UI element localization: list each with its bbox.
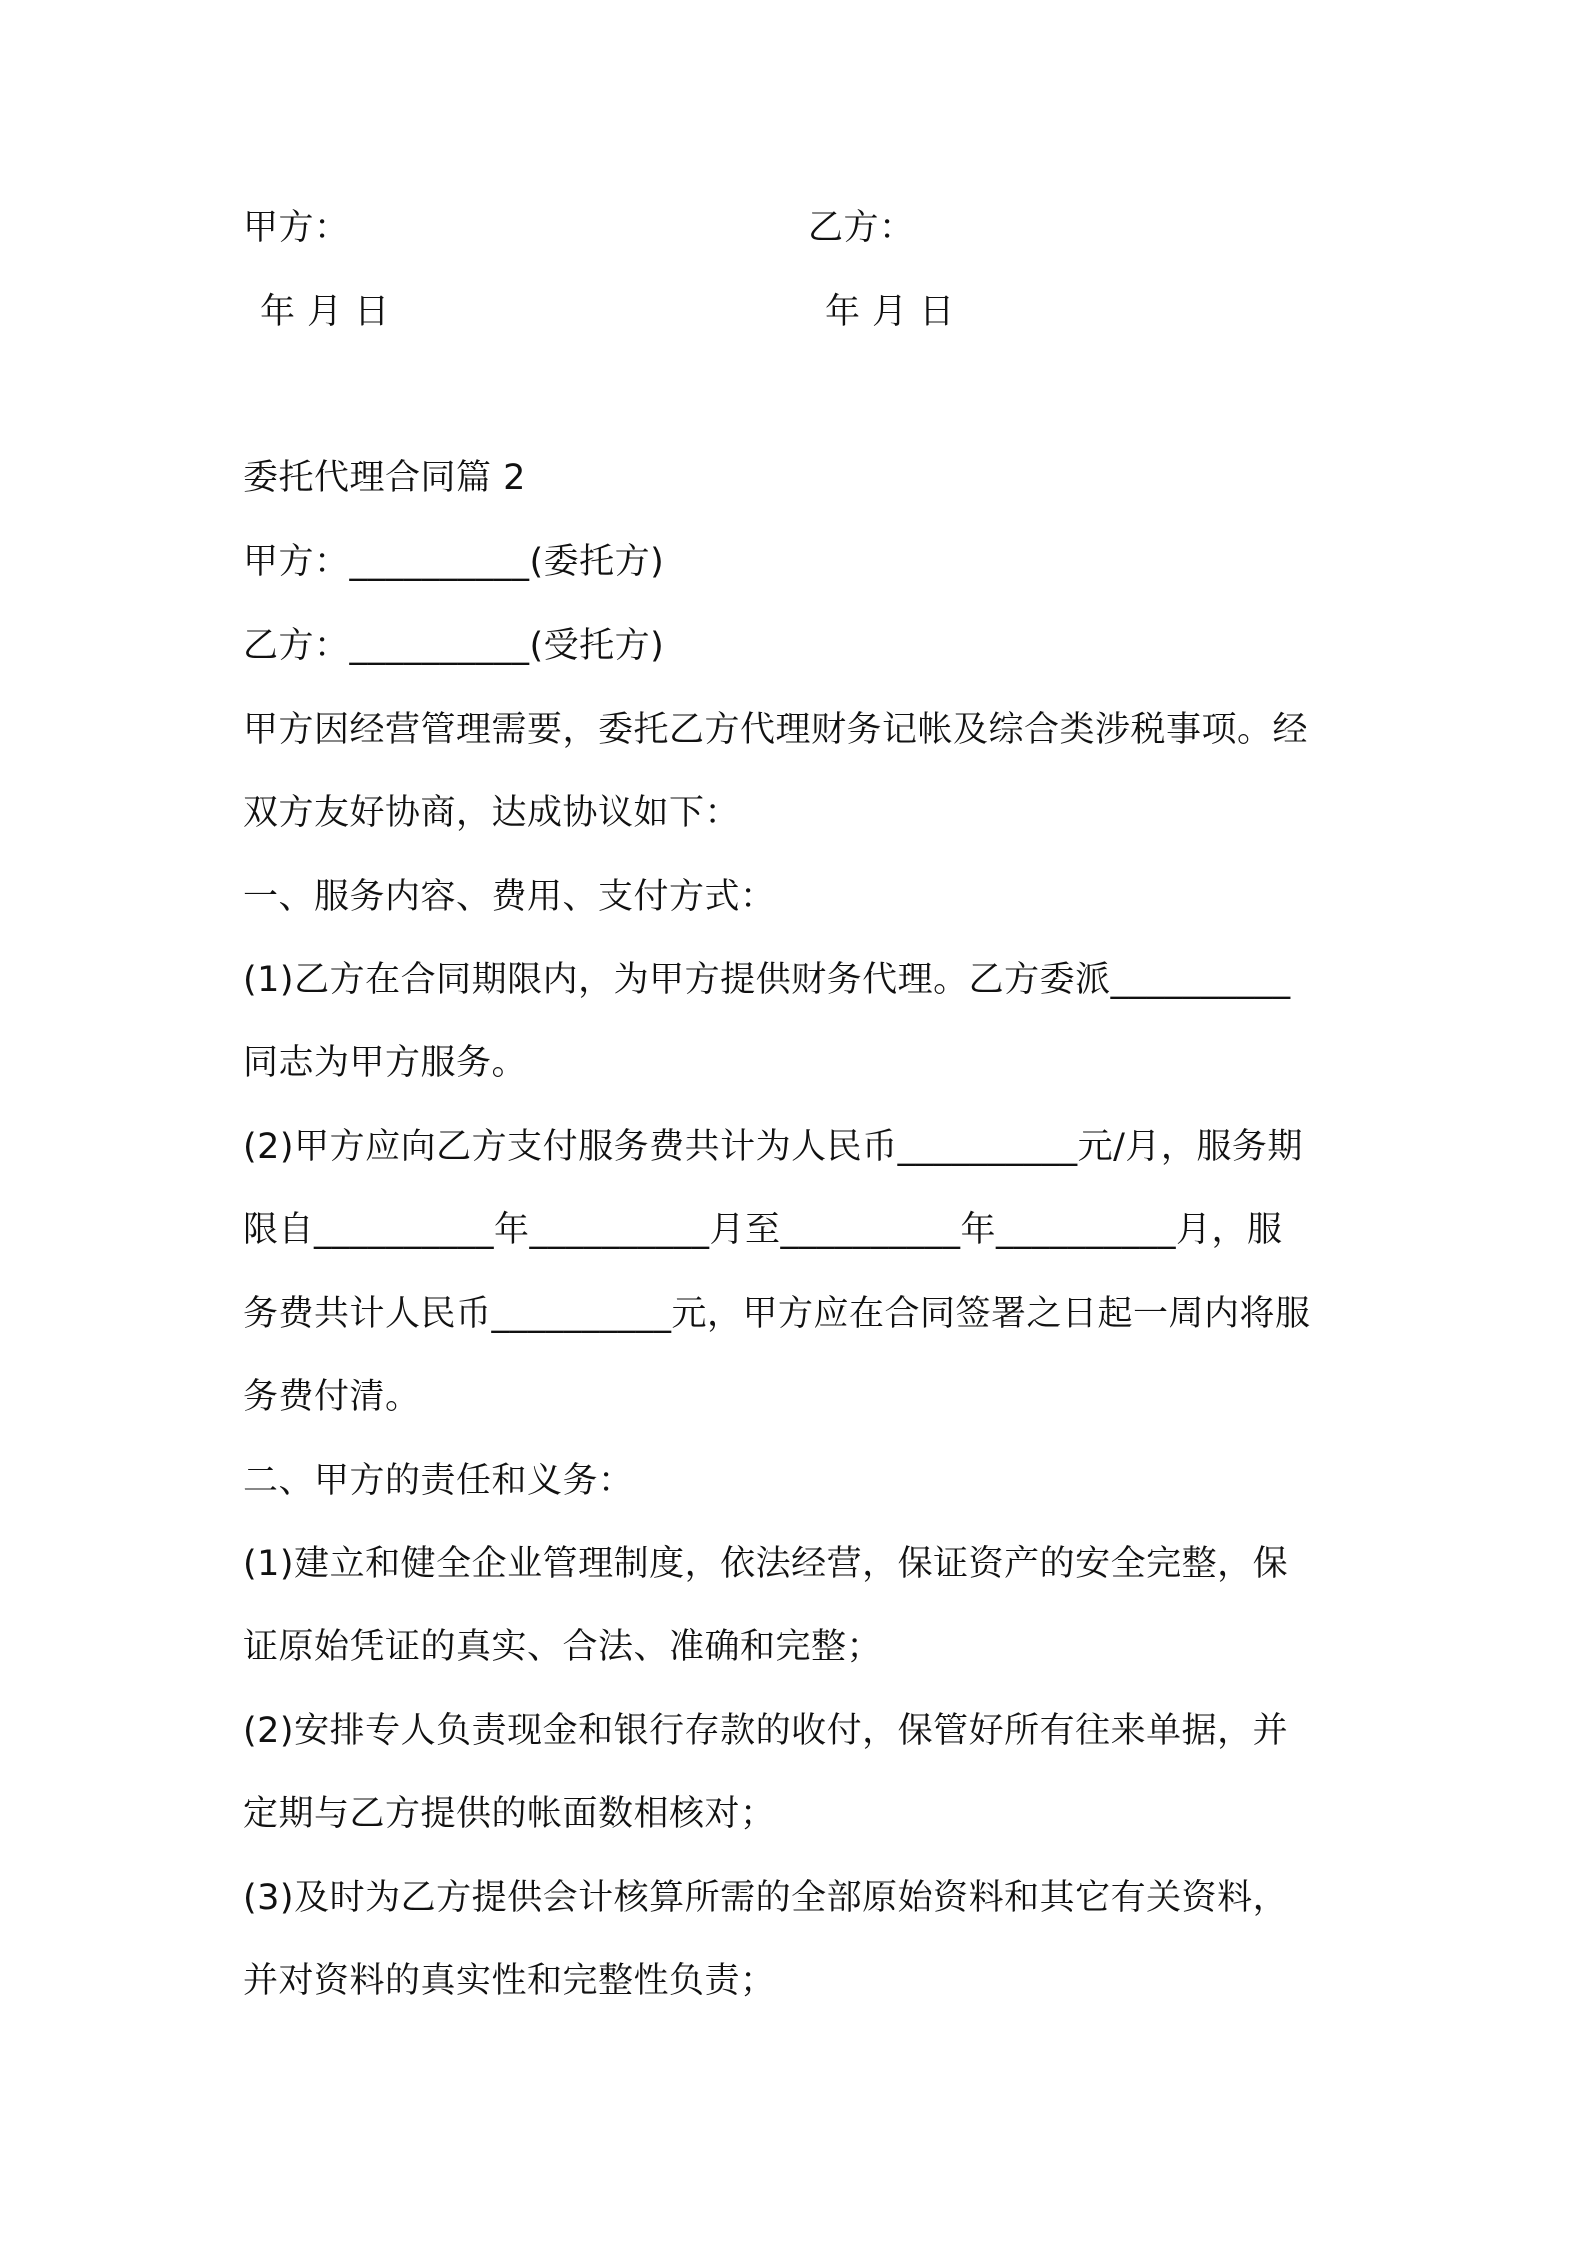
party-a-date: 年 月 日 bbox=[260, 292, 390, 332]
body-line: (1)乙方在合同期限内，为甲方提供财务代理。乙方委派__________ bbox=[243, 960, 1291, 1000]
section-heading: 一、服务内容、费用、支付方式： bbox=[243, 877, 776, 917]
party-b-date: 年 月 日 bbox=[825, 292, 955, 332]
body-line: (1)建立和健全企业管理制度，依法经营，保证资产的安全完整，保 bbox=[243, 1544, 1289, 1584]
party-b-line: 乙方：__________(受托方) bbox=[243, 626, 665, 666]
body-line: 务费付清。 bbox=[243, 1377, 421, 1417]
body-line: (3)及时为乙方提供会计核算所需的全部原始资料和其它有关资料， bbox=[243, 1878, 1289, 1918]
body-line: 定期与乙方提供的帐面数相核对； bbox=[243, 1794, 776, 1834]
party-b-signature-label: 乙方： bbox=[808, 208, 915, 248]
party-a-line: 甲方：__________(委托方) bbox=[243, 542, 665, 582]
contract-title: 委托代理合同篇 2 bbox=[243, 458, 526, 498]
body-line: (2)甲方应向乙方支付服务费共计为人民币__________元/月，服务期 bbox=[243, 1127, 1303, 1167]
party-a-signature-label: 甲方： bbox=[243, 208, 350, 248]
body-line: 同志为甲方服务。 bbox=[243, 1043, 528, 1083]
body-line: 限自__________年__________月至__________年__________月，服 bbox=[243, 1210, 1283, 1250]
body-line: 证原始凭证的真实、合法、准确和完整； bbox=[243, 1627, 883, 1667]
body-line: (2)安排专人负责现金和银行存款的收付，保管好所有往来单据，并 bbox=[243, 1711, 1289, 1751]
section-heading: 二、甲方的责任和义务： bbox=[243, 1461, 634, 1501]
body-line: 双方友好协商，达成协议如下： bbox=[243, 793, 741, 833]
body-line: 甲方因经营管理需要，委托乙方代理财务记帐及综合类涉税事项。经 bbox=[243, 710, 1309, 750]
body-line: 并对资料的真实性和完整性负责； bbox=[243, 1961, 776, 2001]
body-line: 务费共计人民币__________元，甲方应在合同签署之日起一周内将服 bbox=[243, 1294, 1311, 1334]
